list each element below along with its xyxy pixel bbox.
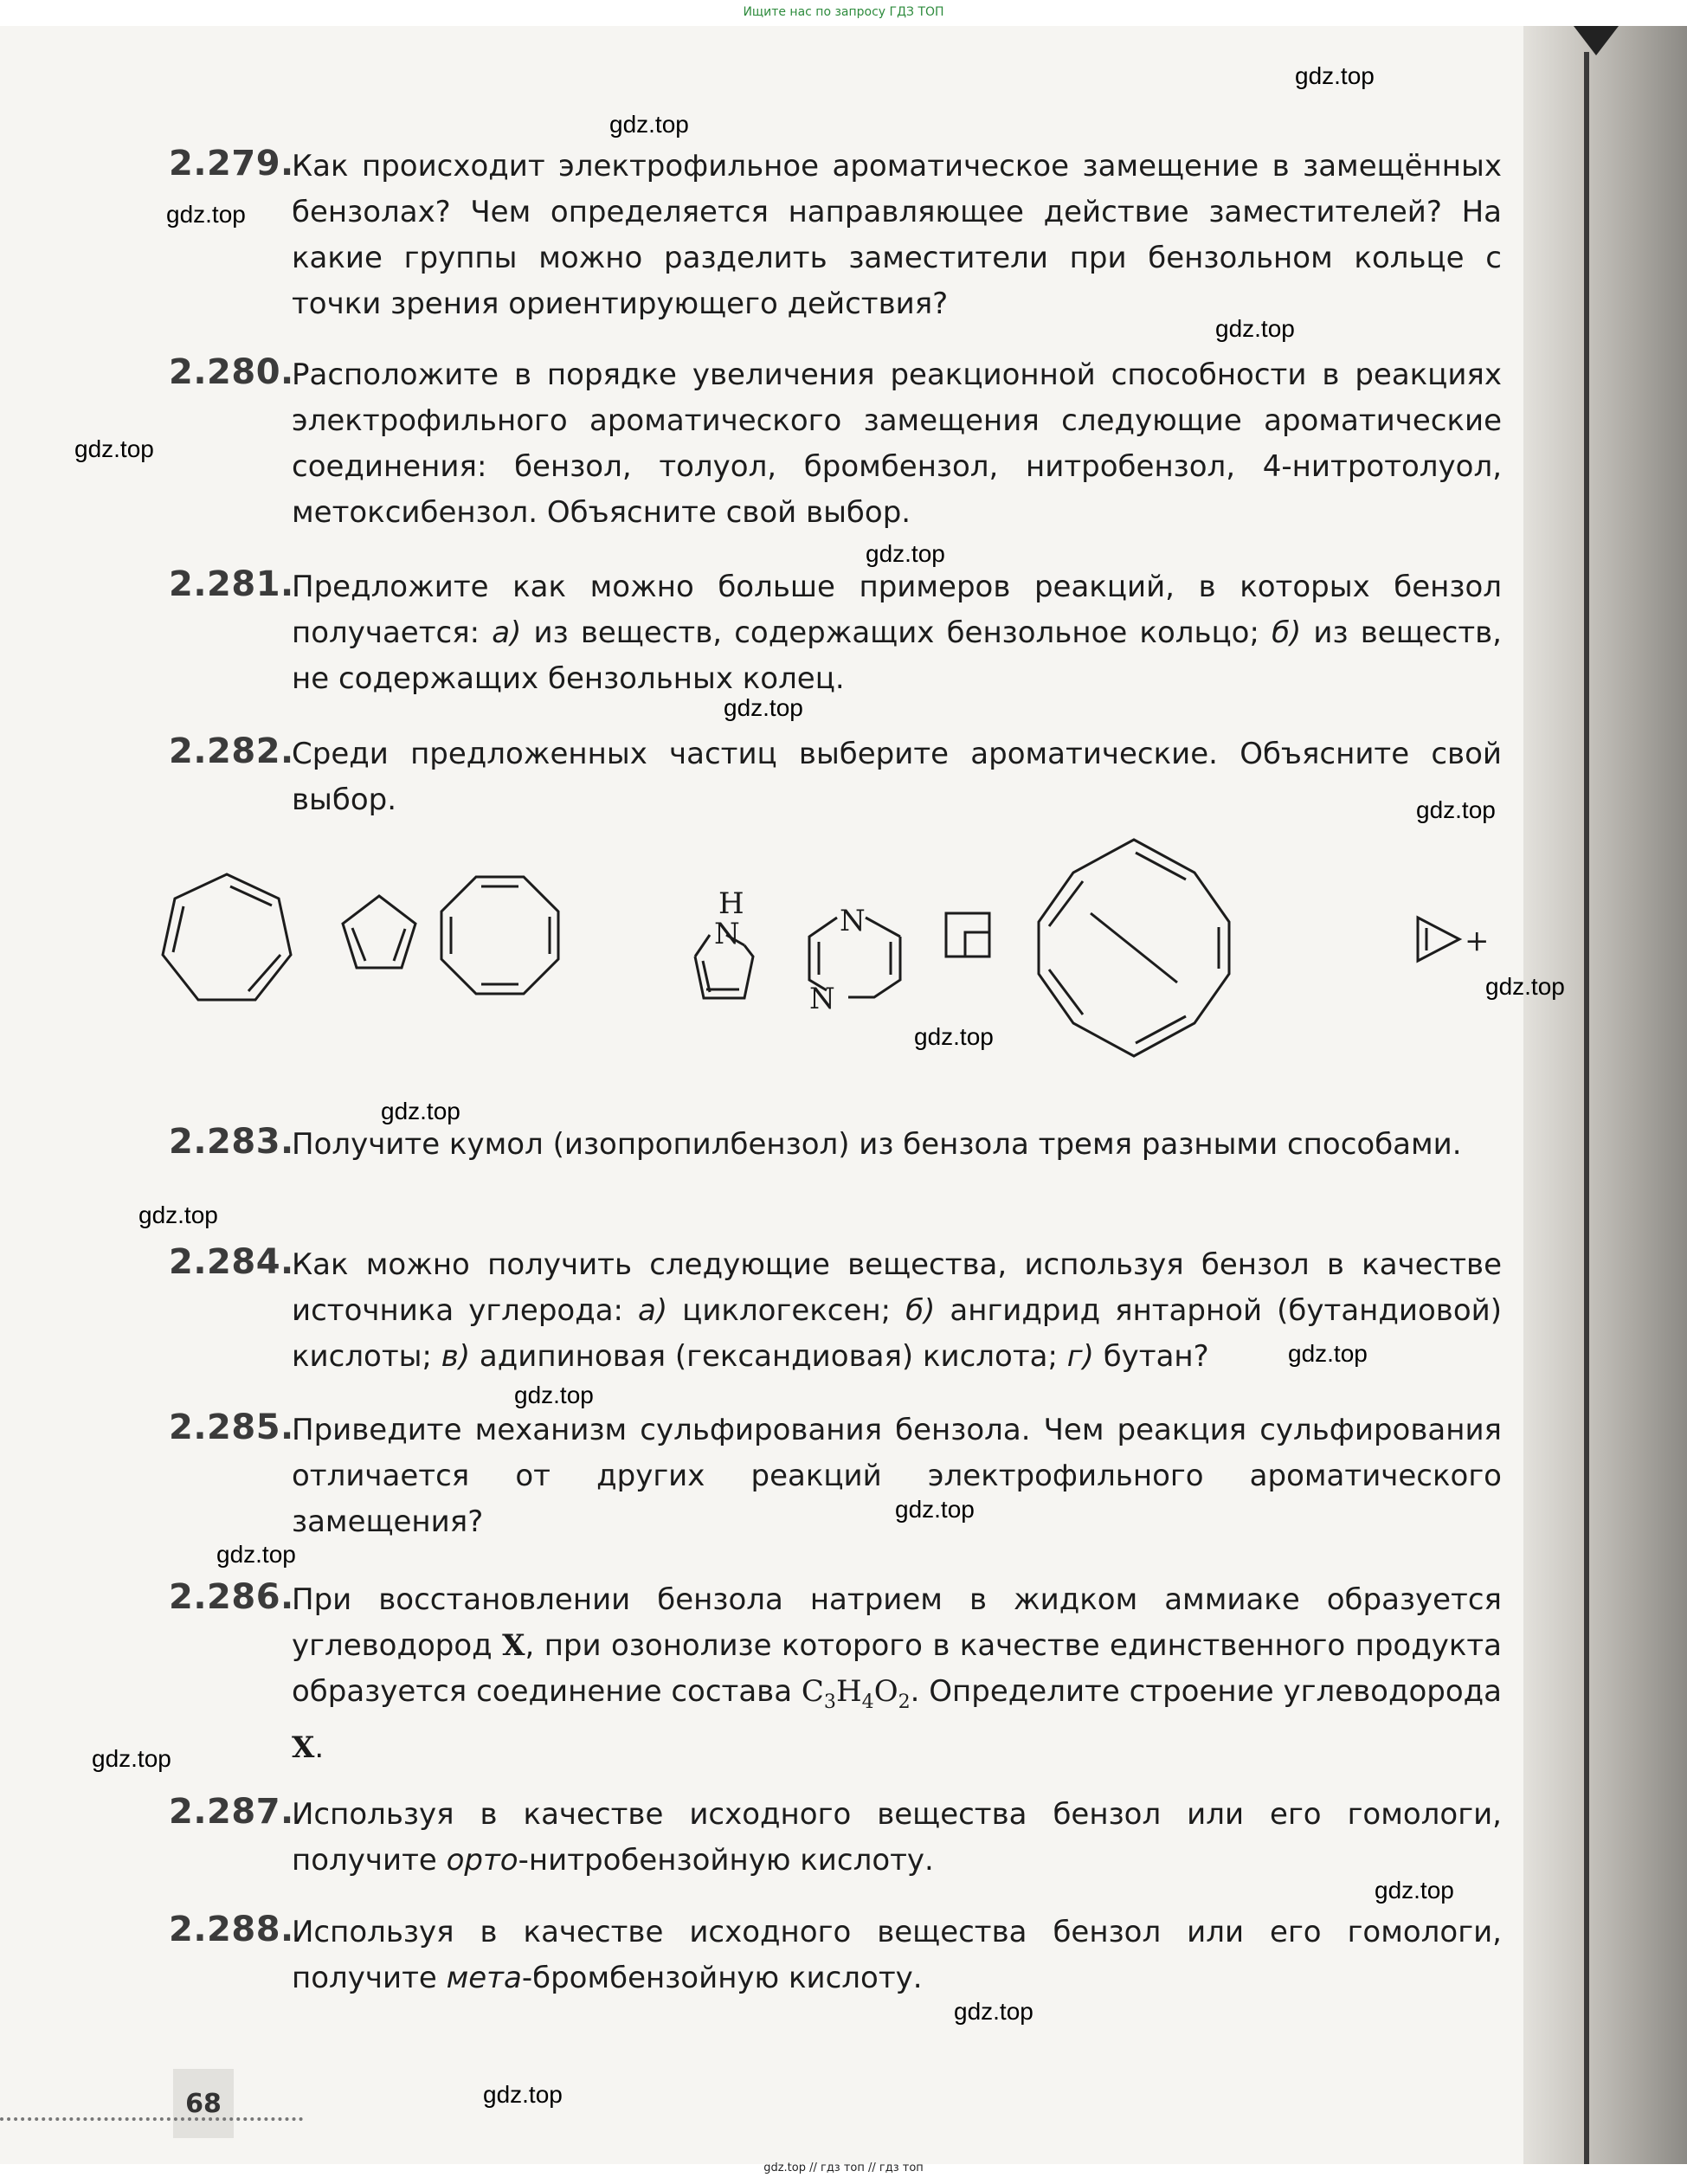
problem-2-282: [169, 731, 1502, 823]
watermark: gdz.top: [914, 1023, 994, 1050]
problem-number: 2.284.: [169, 1242, 294, 1282]
problem-2-288: [169, 1910, 1502, 2001]
problem-number: 2.281.: [169, 564, 294, 604]
problem-text: Как можно получить следующие вещества, используя бензол в качестве источника углерода: а) циклогексен; б) ангидрид янтарной (бутандиовой) кислоты; в) адипиновая (гександиовая) кислота; г) бутан?: [292, 1247, 1502, 1374]
footer-dotted-line: [0, 2117, 303, 2121]
watermark: gdz.top: [381, 1098, 460, 1124]
page-number: 68: [173, 2069, 234, 2138]
problem-number: 2.279.: [169, 144, 294, 184]
problem-text: Используя в качестве исходного вещества бензол или его гомологи, получите орто-нитробензойную кислоту.: [292, 1797, 1502, 1878]
problem-number: 2.282.: [169, 731, 294, 771]
book-spine: [1523, 26, 1687, 2164]
problem-text: Как происходит электрофильное ароматическое замещение в замещённых бензолах? Чем определяется направляющее действие заместителей? На какие группы можно разделить заместители при бензольном кольце с точки зрения ориентирующего действия?: [292, 149, 1502, 321]
bottom-banner: gdz.top // гдз топ // гдз топ: [763, 2161, 924, 2174]
annulene-icon: [1039, 840, 1229, 1056]
watermark: gdz.top: [92, 1745, 171, 1772]
problem-number: 2.283.: [169, 1122, 294, 1162]
watermark: gdz.top: [954, 1998, 1033, 2025]
problem-2-286: [169, 1577, 1502, 1771]
watermark: gdz.top: [1288, 1340, 1368, 1367]
problem-number: 2.286.: [169, 1577, 294, 1617]
problem-2-279: [169, 144, 1502, 327]
molecules-figure: [156, 822, 1523, 1082]
watermark: gdz.top: [1416, 796, 1496, 823]
problem-2-280: [169, 352, 1502, 536]
watermark: gdz.top: [866, 540, 945, 567]
watermark: gdz.top: [74, 435, 154, 462]
cyclopropenyl-cation-icon: [1418, 918, 1459, 961]
spine-edge: [1584, 52, 1589, 2164]
problem-2-285: [169, 1408, 1502, 1545]
problem-number: 2.280.: [169, 352, 294, 392]
watermark: gdz.top: [1485, 973, 1565, 1000]
problem-2-287: [169, 1792, 1502, 1884]
cyclooctatetraene-icon: [441, 877, 558, 994]
problem-text: Используя в качестве исходного вещества бензол или его гомологи, получите мета-бромбензойную кислоту.: [292, 1915, 1502, 1995]
watermark: gdz.top: [724, 694, 803, 721]
problem-text: Предложите как можно больше примеров реакций, в которых бензол получается: а) из веществ, содержащих бензольное кольцо; б) из веществ, не содержащих бензольных колец.: [292, 570, 1502, 696]
watermark: gdz.top: [1375, 1877, 1454, 1904]
formula-c3h4o2: $C_3H_4O_2$: [801, 1674, 911, 1713]
cyclobutadiene-icon: [946, 913, 989, 957]
problem-text: Расположите в порядке увеличения реакционной способности в реакциях электрофильного ароматического замещения следующие ароматические соединения: бензол, толуол, бромбензол, нитробензол, 4-нитротолуол, метоксибензол. Объясните свой выбор.: [292, 358, 1502, 530]
problem-2-281: [169, 564, 1502, 702]
watermark: gdz.top: [216, 1541, 296, 1568]
pyrimidine-n1-label: N: [840, 904, 866, 938]
problem-text: Получите кумол (изопропилбензол) из бензола тремя разными способами.: [292, 1127, 1462, 1162]
problem-text: При восстановлении бензола натрием в жидком аммиаке образуется углеводород X, при озонолизе которого в качестве единственного продукта образуется соединение состава $C_3H_4O_2$. Определите строение углеводорода X.: [292, 1582, 1503, 1765]
problem-text: Приведите механизм сульфирования бензола. Чем реакция сульфирования отличается от других реакций электрофильного ароматического замещения?: [292, 1413, 1502, 1539]
watermark: gdz.top: [609, 111, 689, 138]
cation-plus-label: +: [1465, 924, 1490, 958]
watermark: gdz.top: [895, 1496, 975, 1523]
watermark: gdz.top: [483, 2081, 563, 2108]
watermark: gdz.top: [1295, 62, 1375, 89]
cycloheptatriene-icon: [163, 874, 291, 1000]
top-banner: Ищите нас по запросу ГДЗ ТОП: [743, 5, 944, 19]
watermark: gdz.top: [138, 1202, 218, 1228]
watermark: gdz.top: [514, 1382, 594, 1408]
corner-triangle-icon: [1574, 26, 1619, 55]
problem-2-283: [169, 1122, 1502, 1168]
pyrimidine-n2-label: N: [809, 982, 835, 1016]
problem-text: Среди предложенных частиц выберите ароматические. Объясните свой выбор.: [292, 737, 1502, 817]
problem-number: 2.287.: [169, 1792, 294, 1832]
problem-number: 2.285.: [169, 1408, 294, 1447]
watermark: gdz.top: [1215, 315, 1295, 342]
cyclopentadiene-icon: [343, 896, 415, 968]
watermark: gdz.top: [166, 201, 246, 228]
problem-number: 2.288.: [169, 1910, 294, 1949]
pyrrole-h-label: H: [718, 886, 744, 921]
pyrrole-n-label: N: [714, 917, 740, 951]
